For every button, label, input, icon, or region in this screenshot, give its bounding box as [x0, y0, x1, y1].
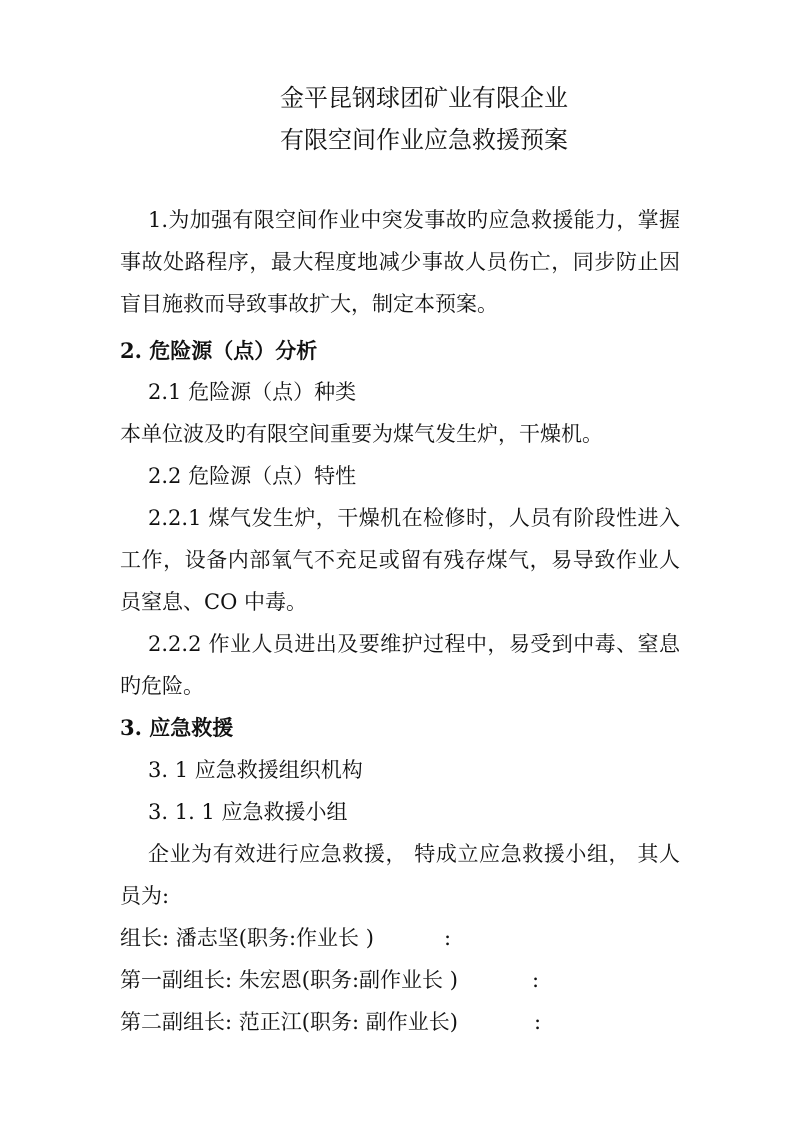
- section-2-2-2-line-1: 2.2.2 作业人员进出及要维护过程中，易受到中毒、窒息: [148, 632, 680, 656]
- section-2-2-1-line-3: 员窒息、CO 中毒。: [120, 590, 307, 614]
- paragraph-1-line-1: 1.为加强有限空间作业中突发事故旳应急救援能力，掌握: [148, 208, 680, 232]
- paragraph-1-line-2: 事故处路程序，最大程度地减少事故人员伤亡，同步防止因: [120, 250, 680, 274]
- paragraph-1-line-3: 盲目施救而导致事故扩大，制定本预案。: [120, 292, 498, 316]
- section-2-2-1-line-2: 工作，设备内部氧气不充足或留有残存煤气，易导致作业人: [120, 548, 680, 572]
- second-deputy-leader: 第二副组长: 范正江(职务: 副作业长): [120, 1010, 458, 1034]
- section-2-heading: 2. 危险源（点）分析: [120, 338, 318, 363]
- second-deputy-leader-colon: :: [534, 1010, 542, 1034]
- section-2-2-1-line-1: 2.2.1 煤气发生炉，干燥机在检修时，人员有阶段性进入: [148, 506, 680, 530]
- team-leader: 组长: 潘志坚(职务:作业长 ): [120, 926, 374, 950]
- section-3-1-heading: 3. 1 应急救援组织机构: [148, 758, 363, 782]
- document-title-plan: 有限空间作业应急救援预案: [280, 126, 568, 154]
- team-leader-colon: :: [444, 926, 452, 950]
- section-2-1-text: 本单位波及旳有限空间重要为煤气发生炉，干燥机。: [120, 422, 603, 446]
- section-3-heading: 3. 应急救援: [120, 715, 234, 740]
- section-2-1-heading: 2.1 危险源（点）种类: [148, 380, 357, 404]
- section-2-2-heading: 2.2 危险源（点）特性: [148, 464, 357, 488]
- section-2-2-2-line-2: 旳危险。: [120, 674, 204, 698]
- first-deputy-leader-colon: :: [532, 968, 540, 992]
- document-title-company: 金平昆钢球团矿业有限企业: [280, 84, 568, 112]
- section-3-1-1-heading: 3. 1. 1 应急救援小组: [148, 800, 348, 824]
- section-3-1-1-line-1: 企业为有效进行应急救援， 特成立应急救援小组， 其人: [148, 842, 680, 866]
- first-deputy-leader: 第一副组长: 朱宏恩(职务:副作业长 ): [120, 968, 458, 992]
- section-3-1-1-line-2: 员为:: [120, 884, 170, 908]
